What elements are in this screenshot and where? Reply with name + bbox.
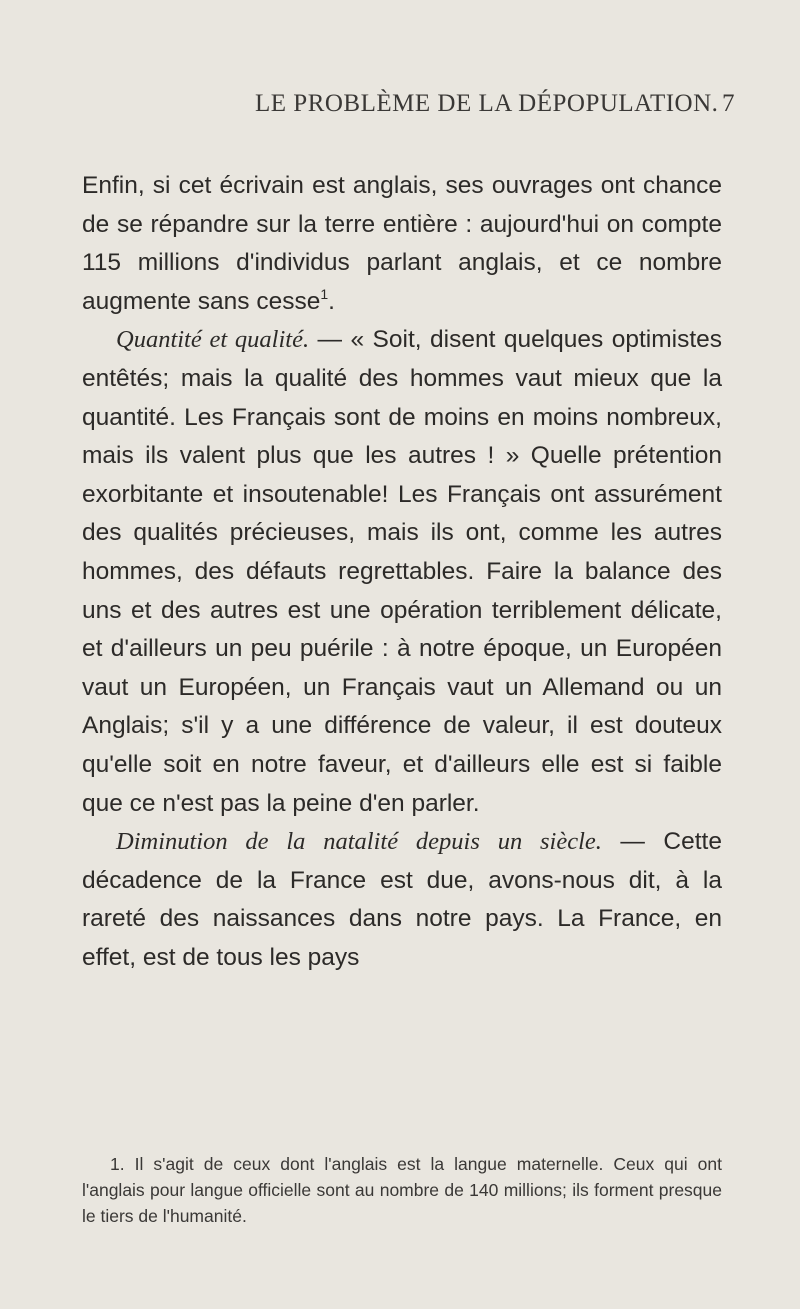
footnote-reference: 1 xyxy=(320,285,329,302)
footnote: 1. Il s'agit de ceux dont l'anglais est la langue maternelle. Ceux qui ont l'anglais pour langue officielle sont au nombre de 140 millions; ils forment presque le tiers de l'humanité. xyxy=(82,1154,722,1226)
running-title: LE PROBLÈME DE LA DÉPOPULATION. xyxy=(255,90,719,117)
running-header xyxy=(0,90,800,130)
paragraph-1-end: . xyxy=(328,287,335,315)
paragraph-2-text: — « Soit, disent quelques optimistes entêtés; mais la qualité des hommes vaut mieux que la quantité. Les Français sont de moins en moins nombreux, mais ils valent plus que les autres ! » Quelle prétention exorbitante et insoutenable! Les Français ont assurément des qualités précieuses, mais ils ont, comme les autres hommes, des défauts regrettables. Faire la balance des uns et des autres est une opération terriblement délicate, et d'ailleurs un peu puérile : à notre époque, un Européen vaut un Européen, un Français vaut un Allemand ou un Anglais; s'il y a une différence de valeur, il est douteux qu'elle soit en notre faveur, et d'ailleurs elle est si faible que ce n'est pas la peine d'en parler. xyxy=(82,326,722,817)
paragraph-3-text: — Cette décadence de la France est due, avons-nous dit, à la rareté des naissances dans notre pays. La France, en effet, est de tous les pays xyxy=(82,828,722,971)
paragraph-1-text: Enfin, si cet écrivain est anglais, ses ouvrages ont chance de se répandre sur la terre entière : aujourd'hui on compte 115 millions d'individus parlant anglais, et ce nombre augmente sans cesse xyxy=(82,172,722,315)
section-heading-quantite: Quantité et qualité. xyxy=(116,326,310,354)
paragraph-3 xyxy=(82,823,722,977)
section-heading-diminution: Diminution de la natalité depuis un siècle. xyxy=(116,828,602,856)
page-number: 7 xyxy=(722,90,735,117)
paragraph-1 xyxy=(82,167,722,321)
paragraph-2 xyxy=(82,321,722,823)
body-text xyxy=(82,167,722,977)
